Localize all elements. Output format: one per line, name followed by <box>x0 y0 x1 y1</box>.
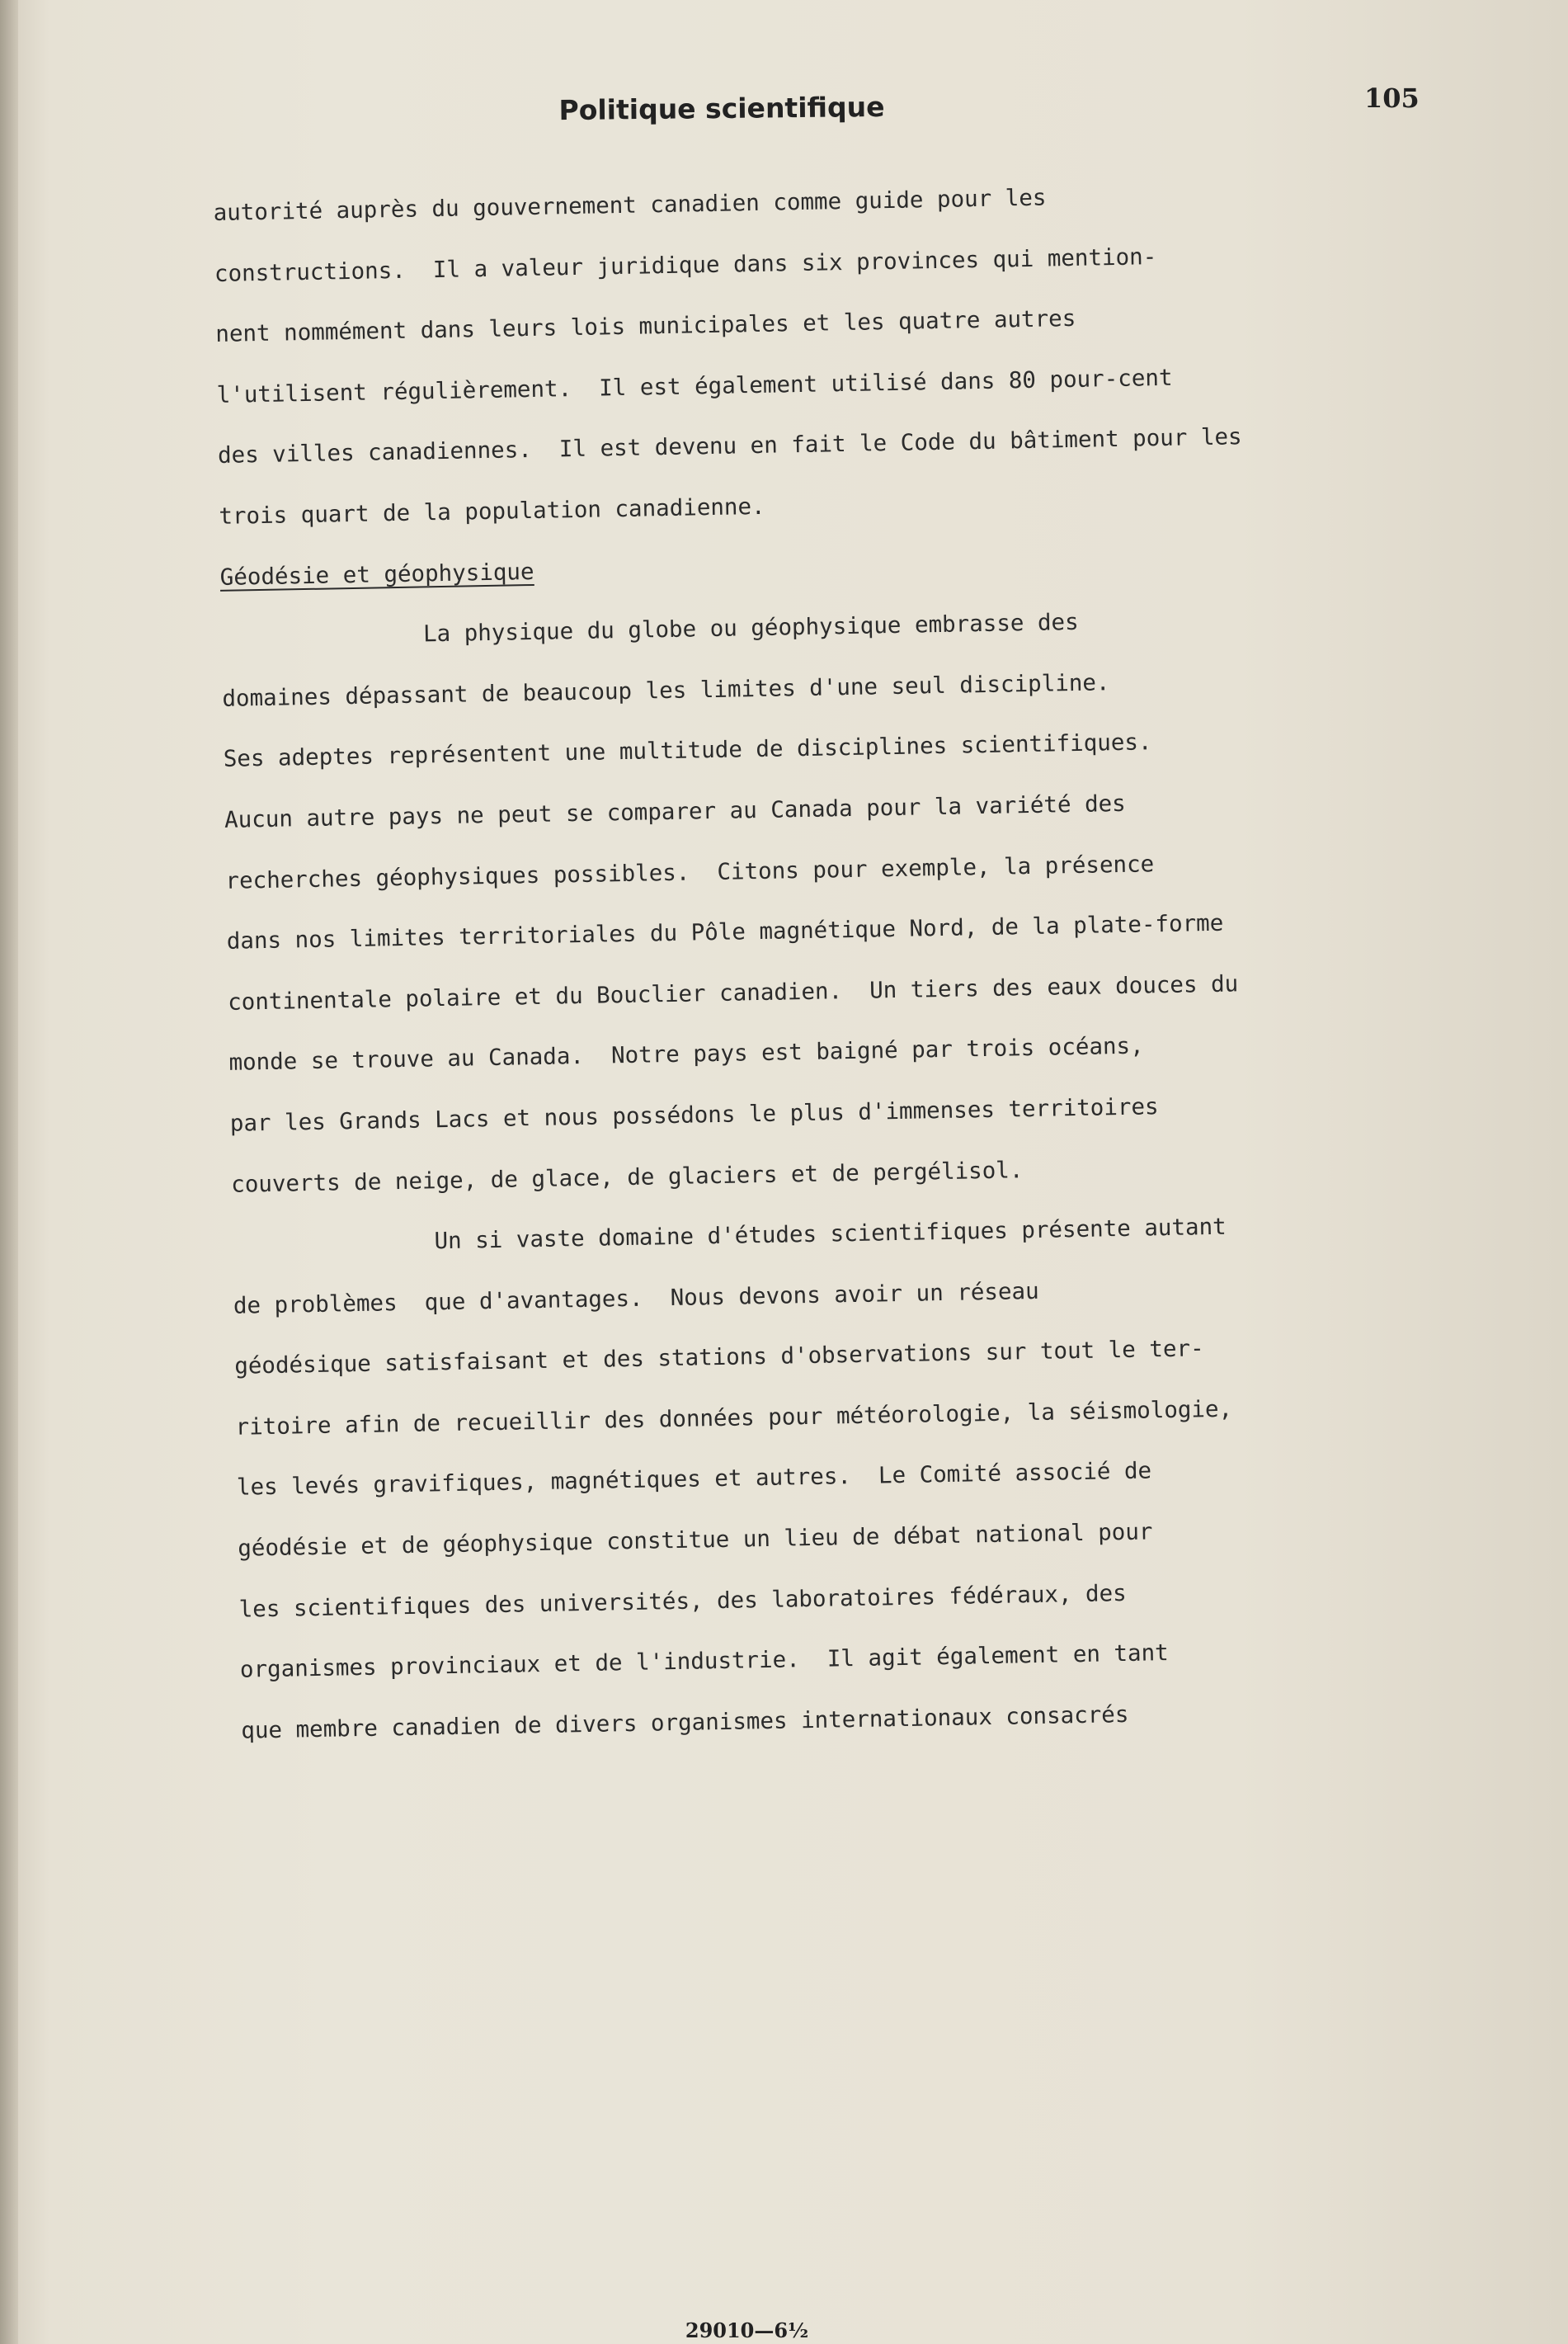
body-text <box>213 164 1281 1762</box>
body-line: nent nommément dans leurs lois municipales et les quatre autres <box>215 305 1076 348</box>
body-line: géodésie et de géophysique constitue un lieu de débat national pour <box>238 1518 1153 1562</box>
body-line: constructions. Il a valeur juridique dans six provinces qui mention- <box>214 243 1157 287</box>
body-line: Aucun autre pays ne peut se comparer au Canada pour la variété des <box>224 790 1126 833</box>
body-line: recherches géophysiques possibles. Citons pour exemple, la présence <box>225 850 1155 894</box>
body-line: autorité auprès du gouvernement canadien comme guide pour les <box>213 184 1047 226</box>
body-line: dans nos limites territoriales du Pôle magnétique Nord, de la plate-forme <box>226 909 1224 955</box>
body-line: des villes canadiennes. Il est devenu en fait le Code du bâtiment pour les <box>217 423 1242 469</box>
body-line: les levés gravifiques, magnétiques et autres. Le Comité associé de <box>236 1457 1152 1502</box>
body-line: couverts de neige, de glace, de glaciers et de pergélisol. <box>230 1156 1024 1198</box>
body-line: domaines dépassant de beaucoup les limites d'une seul discipline. <box>222 668 1110 712</box>
page-number: 105 <box>1364 83 1420 114</box>
binding-shadow <box>0 0 18 2344</box>
footer-print-code: 29010—6½ <box>685 2318 809 2342</box>
section-heading: Géodésie et géophysique <box>219 558 534 591</box>
body-line: organismes provinciaux et de l'industrie. Il agit également en tant <box>239 1639 1169 1683</box>
body-line: les scientifiques des universités, des laboratoires fédéraux, des <box>238 1579 1127 1623</box>
body-line: que membre canadien de divers organismes internationaux consacrés <box>241 1700 1129 1744</box>
running-header-title: Politique scientifique <box>558 90 885 127</box>
body-line: par les Grands Lacs et nous possédons le plus d'immenses territoires <box>229 1093 1159 1137</box>
body-line: trois quart de la population canadienne. <box>219 493 765 530</box>
body-line: continentale polaire et du Bouclier canadien. Un tiers des eaux douces du <box>227 970 1239 1016</box>
body-line: de problèmes que d'avantages. Nous devons avoir un réseau <box>233 1277 1039 1319</box>
body-line: Ses adeptes représentent une multitude de disciplines scientifiques. <box>223 729 1152 773</box>
body-line: monde se trouve au Canada. Notre pays est baigné par trois océans, <box>228 1032 1144 1077</box>
paragraph-first-line: La physique du globe ou géophysique embrasse des <box>422 609 1079 648</box>
body-line: ritoire afin de recueillir des données pour météorologie, la séismologie, <box>235 1395 1233 1441</box>
paragraph-first-line: Un si vaste domaine d'études scientifiques présente autant <box>434 1213 1227 1255</box>
body-line: l'utilisent régulièrement. Il est également utilisé dans 80 pour-cent <box>216 364 1173 408</box>
body-line: géodésique satisfaisant et des stations d'observations sur tout le ter- <box>233 1335 1204 1380</box>
